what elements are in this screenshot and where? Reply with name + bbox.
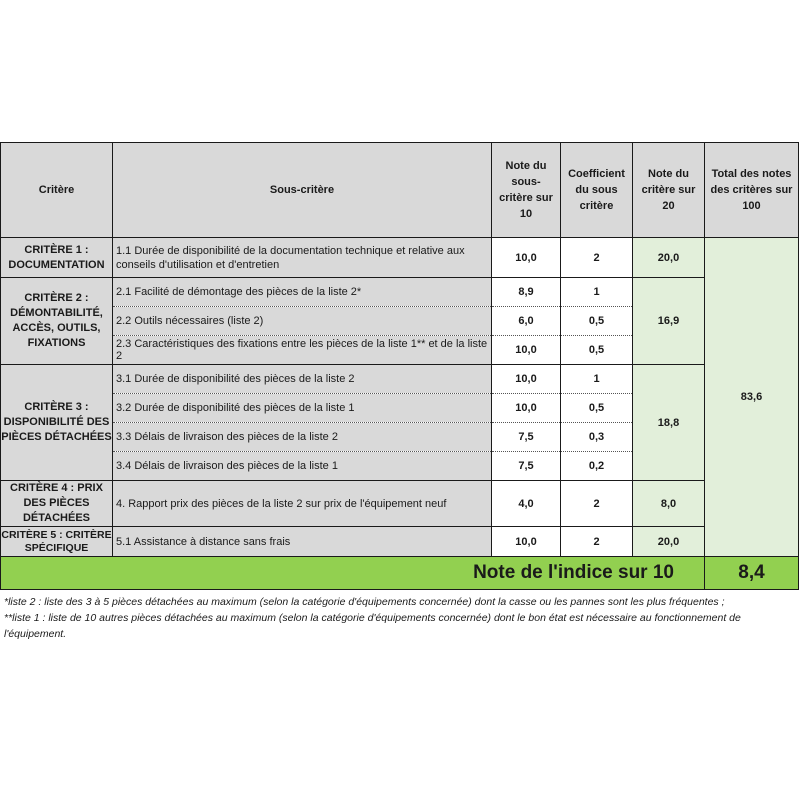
sub-criterion-label: 2.3 Caractéristiques des fixations entre les pièces de la liste 1** et de la liste 2 bbox=[113, 336, 492, 365]
repairability-score-sheet bbox=[0, 142, 800, 642]
header-critere: Critère bbox=[1, 143, 113, 238]
total-score: 83,6 bbox=[705, 238, 799, 557]
sub-criterion-note: 10,0 bbox=[492, 238, 561, 278]
sub-criterion-note: 7,5 bbox=[492, 452, 561, 481]
criterion-2-label: CRITÈRE 2 : DÉMONTABILITÉ, ACCÈS, OUTILS, FIXATIONS bbox=[1, 278, 113, 365]
header-row bbox=[1, 143, 799, 238]
sub-criterion-label: 2.1 Facilité de démontage des pièces de la liste 2* bbox=[113, 278, 492, 307]
sub-criterion-label: 3.3 Délais de livraison des pièces de la liste 2 bbox=[113, 423, 492, 452]
sub-criterion-coefficient: 0,5 bbox=[561, 307, 633, 336]
final-score-row bbox=[1, 557, 799, 590]
sub-criterion-note: 10,0 bbox=[492, 336, 561, 365]
sub-criterion-coefficient: 1 bbox=[561, 365, 633, 394]
sub-criterion-coefficient: 2 bbox=[561, 238, 633, 278]
sub-criterion-coefficient: 0,5 bbox=[561, 336, 633, 365]
sub-criterion-label: 5.1 Assistance à distance sans frais bbox=[113, 527, 492, 557]
footnote-liste-2: *liste 2 : liste des 3 à 5 pièces détachées au maximum (selon la catégorie d'équipements concernée) dont la casse ou les pannes sont les plus fréquentes ; bbox=[4, 596, 725, 608]
sub-criterion-coefficient: 2 bbox=[561, 481, 633, 527]
table-row bbox=[1, 481, 799, 527]
table-row bbox=[1, 238, 799, 278]
score-table bbox=[0, 142, 799, 590]
criterion-1-label: CRITÈRE 1 : DOCUMENTATION bbox=[1, 238, 113, 278]
criterion-3-label: CRITÈRE 3 : DISPONIBILITÉ DES PIÈCES DÉTACHÉES bbox=[1, 365, 113, 481]
sub-criterion-note: 6,0 bbox=[492, 307, 561, 336]
sub-criterion-note: 8,9 bbox=[492, 278, 561, 307]
table-row bbox=[1, 527, 799, 557]
sub-criterion-coefficient: 0,5 bbox=[561, 394, 633, 423]
sub-criterion-coefficient: 1 bbox=[561, 278, 633, 307]
criterion-2-note: 16,9 bbox=[633, 278, 705, 365]
criterion-4-note: 8,0 bbox=[633, 481, 705, 527]
sub-criterion-coefficient: 0,2 bbox=[561, 452, 633, 481]
criterion-5-note: 20,0 bbox=[633, 527, 705, 557]
sub-criterion-label: 3.4 Délais de livraison des pièces de la liste 1 bbox=[113, 452, 492, 481]
sub-criterion-label: 3.2 Durée de disponibilité des pièces de la liste 1 bbox=[113, 394, 492, 423]
table-row bbox=[1, 365, 799, 394]
header-note-critere: Note du critère sur 20 bbox=[633, 143, 705, 238]
sub-criterion-label: 1.1 Durée de disponibilité de la documentation technique et relative aux conseils d'utilisation et d'entretien bbox=[113, 238, 492, 278]
criterion-4-label: CRITÈRE 4 : PRIX DES PIÈCES DÉTACHÉES bbox=[1, 481, 113, 527]
criterion-1-note: 20,0 bbox=[633, 238, 705, 278]
final-score-label: Note de l'indice sur 10 bbox=[1, 557, 705, 590]
criterion-3-note: 18,8 bbox=[633, 365, 705, 481]
sub-criterion-note: 10,0 bbox=[492, 365, 561, 394]
footnote-liste-1: **liste 1 : liste de 10 autres pièces détachées au maximum (selon la catégorie d'équipements concernée) dont le bon état est nécessaire au fonctionnement de l'équipement. bbox=[4, 612, 741, 640]
sub-criterion-label: 3.1 Durée de disponibilité des pièces de la liste 2 bbox=[113, 365, 492, 394]
table-row bbox=[1, 278, 799, 307]
sub-criterion-label: 4. Rapport prix des pièces de la liste 2 sur prix de l'équipement neuf bbox=[113, 481, 492, 527]
header-note-sous-critere: Note du sous-critère sur 10 bbox=[492, 143, 561, 238]
header-coefficient: Coefficient du sous critère bbox=[561, 143, 633, 238]
criterion-5-label: CRITÈRE 5 : CRITÈRE SPÉCIFIQUE bbox=[1, 527, 113, 557]
header-total: Total des notes des critères sur 100 bbox=[705, 143, 799, 238]
final-score-value: 8,4 bbox=[705, 557, 799, 590]
sub-criterion-coefficient: 0,3 bbox=[561, 423, 633, 452]
footnotes bbox=[4, 594, 794, 642]
sub-criterion-note: 7,5 bbox=[492, 423, 561, 452]
sub-criterion-label: 2.2 Outils nécessaires (liste 2) bbox=[113, 307, 492, 336]
sub-criterion-note: 10,0 bbox=[492, 527, 561, 557]
sub-criterion-note: 10,0 bbox=[492, 394, 561, 423]
sub-criterion-coefficient: 2 bbox=[561, 527, 633, 557]
header-sous-critere: Sous-critère bbox=[113, 143, 492, 238]
sub-criterion-note: 4,0 bbox=[492, 481, 561, 527]
